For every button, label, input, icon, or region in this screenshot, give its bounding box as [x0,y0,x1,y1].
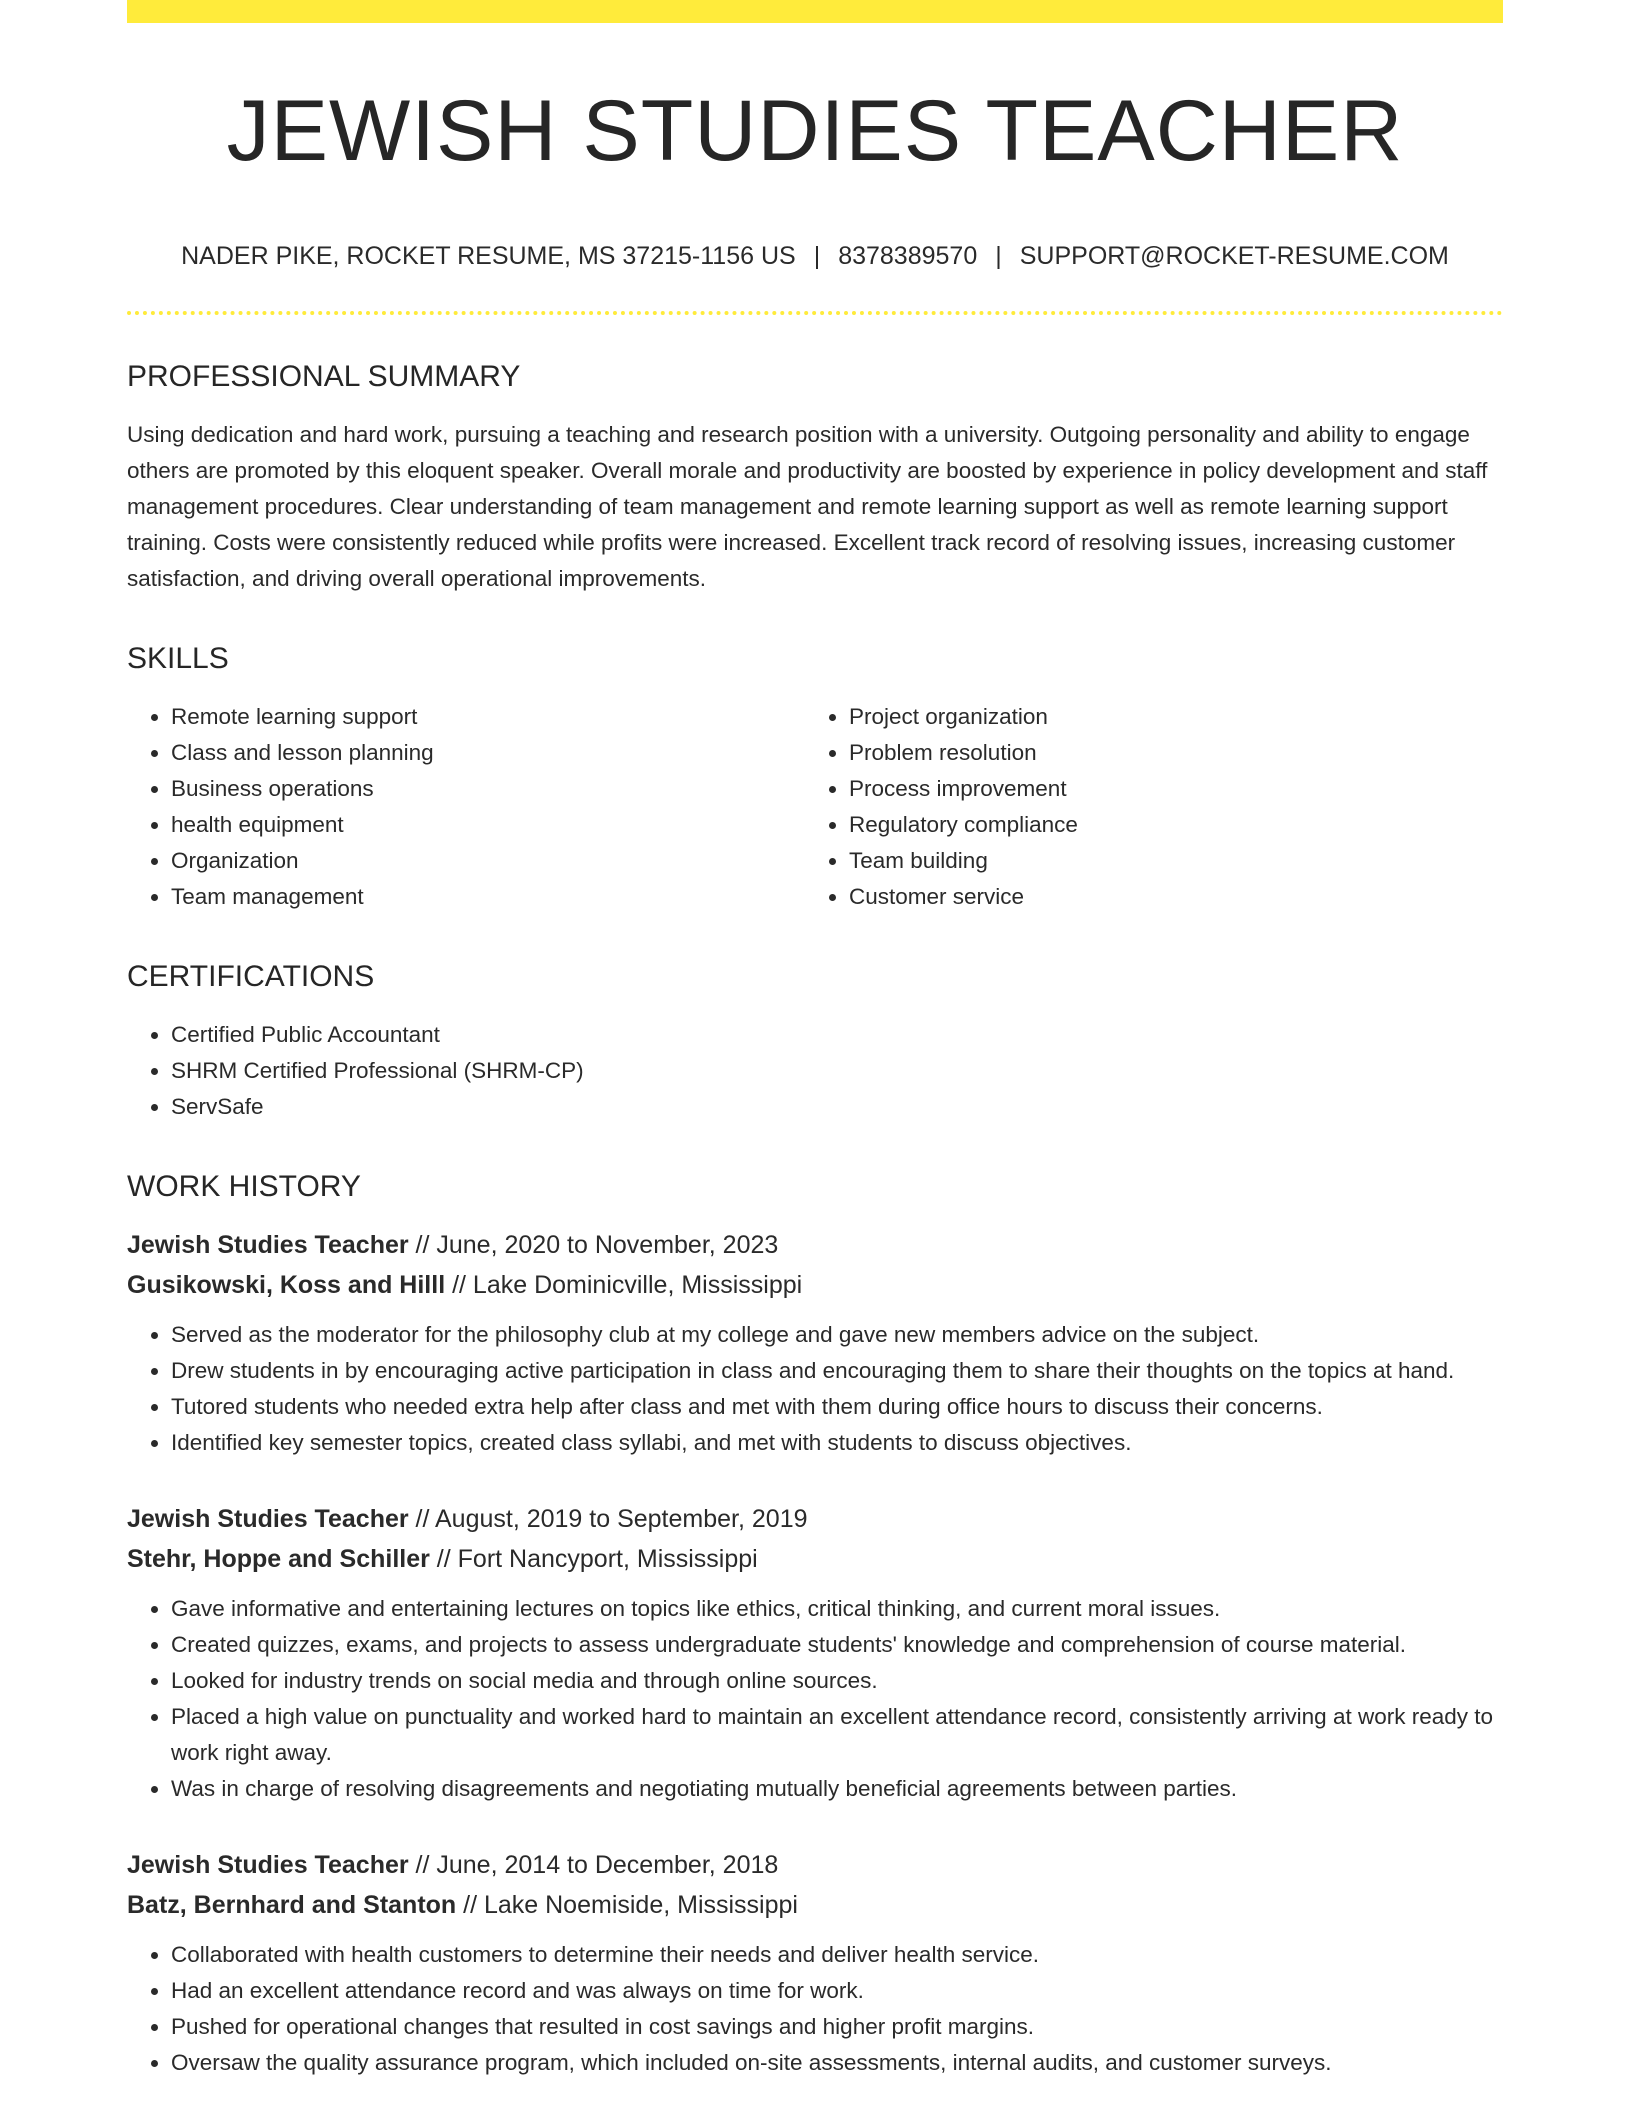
job-company: Stehr, Hoppe and Schiller [127,1545,430,1573]
job-bullets [127,1937,1503,2081]
contact-line [127,241,1503,271]
contact-separator: | [995,242,1002,270]
job-title-line [127,1845,1503,1885]
skill-item: • Process improvement [849,771,1483,807]
job-bullet: • Looked for industry trends on social media and through online sources. [171,1663,1503,1699]
skill-item: • Team building [849,843,1483,879]
job-entry [127,1499,1503,1807]
contact-phone: 8378389570 [838,242,978,270]
job-bullets [127,1317,1503,1461]
certifications-list [127,1017,1503,1125]
job-title: Jewish Studies Teacher [127,1231,409,1259]
job-bullet: • Served as the moderator for the philosophy club at my college and gave new members advice on the subject. [171,1317,1503,1353]
skill-item: • Project organization [849,699,1483,735]
skills-grid [127,699,1503,915]
job-dates: // August, 2019 to September, 2019 [408,1505,808,1533]
job-title-line [127,1499,1503,1539]
top-accent-bar [127,0,1503,23]
skill-item: • Team management [171,879,805,915]
summary-heading: PROFESSIONAL SUMMARY [127,360,521,393]
summary-text: Using dedication and hard work, pursuing a teaching and research position with a university. Outgoing personality and ability to engage others are promoted by this eloquent speaker. Overall morale and productivity are boosted by experience in policy development and staff management procedures. Clear understanding of team management and remote learning support as well as remote learning support training. Costs were consistently reduced while profits were increased. Excellent track record of resolving issues, increasing customer satisfaction, and driving overall operational improvements. [127,422,1488,591]
certifications-heading: CERTIFICATIONS [127,960,375,993]
job-dates: // June, 2020 to November, 2023 [408,1231,779,1259]
job-company: Batz, Bernhard and Stanton [127,1891,457,1919]
job-bullet: • Collaborated with health customers to determine their needs and deliver health service. [171,1937,1503,1973]
skills-list-left [127,699,805,915]
skill-item: • Problem resolution [849,735,1483,771]
skill-item: • Class and lesson planning [171,735,805,771]
job-bullet: • Pushed for operational changes that resulted in cost savings and higher profit margins. [171,2009,1503,2045]
certification-item: • ServSafe [171,1089,1503,1125]
skill-item: • Remote learning support [171,699,805,735]
job-dates: // June, 2014 to December, 2018 [408,1851,779,1879]
job-location: // Lake Noemiside, Mississippi [456,1891,798,1919]
contact-address: NADER PIKE, ROCKET RESUME, MS 37215-1156 US [181,242,796,270]
skill-item: • Customer service [849,879,1483,915]
job-bullet: • Gave informative and entertaining lectures on topics like ethics, critical thinking, and current moral issues. [171,1591,1503,1627]
page-title: JEWISH STUDIES TEACHER [226,83,1404,179]
skill-item: • Organization [171,843,805,879]
job-company-line [127,1885,1503,1925]
job-bullet: • Was in charge of resolving disagreements and negotiating mutually beneficial agreements between parties. [171,1771,1503,1807]
skill-item: • Regulatory compliance [849,807,1483,843]
certification-item: • SHRM Certified Professional (SHRM-CP) [171,1053,1503,1089]
skill-item: • health equipment [171,807,805,843]
contact-separator: | [813,242,821,270]
job-location: // Lake Dominicville, Mississippi [445,1271,803,1299]
job-title: Jewish Studies Teacher [127,1505,409,1533]
resume-page [127,0,1503,2081]
job-bullet: • Tutored students who needed extra help after class and met with them during office hours to discuss their concerns. [171,1389,1503,1425]
skills-column-right [805,699,1483,915]
job-bullet: • Drew students in by encouraging active participation in class and encouraging them to share their thoughts on the topics at hand. [171,1353,1503,1389]
job-bullet: • Placed a high value on punctuality and worked hard to maintain an excellent attendance record, consistently arriving at work ready to work right away. [171,1699,1503,1771]
job-bullet: • Had an excellent attendance record and was always on time for work. [171,1973,1503,2009]
job-title: Jewish Studies Teacher [127,1851,409,1879]
job-entry [127,1845,1503,2081]
job-location: // Fort Nancyport, Mississippi [429,1545,758,1573]
skills-heading: SKILLS [127,642,229,675]
job-bullets [127,1591,1503,1807]
job-company-line [127,1539,1503,1579]
certification-item: • Certified Public Accountant [171,1017,1503,1053]
contact-email: SUPPORT@ROCKET-RESUME.COM [1019,242,1449,270]
job-title-line [127,1225,1503,1265]
skills-list-right [805,699,1483,915]
job-bullet: • Oversaw the quality assurance program, which included on-site assessments, internal audits, and customer surveys. [171,2045,1503,2081]
job-bullet: • Identified key semester topics, created class syllabi, and met with students to discuss objectives. [171,1425,1503,1461]
dotted-divider [127,311,1503,315]
skill-item: • Business operations [171,771,805,807]
job-entry [127,1225,1503,1461]
work-history-heading: WORK HISTORY [127,1170,361,1203]
job-company: Gusikowski, Koss and Hilll [127,1271,446,1299]
job-bullet: • Created quizzes, exams, and projects to assess undergraduate students' knowledge and comprehension of course material. [171,1627,1503,1663]
job-company-line [127,1265,1503,1305]
skills-column-left [127,699,805,915]
